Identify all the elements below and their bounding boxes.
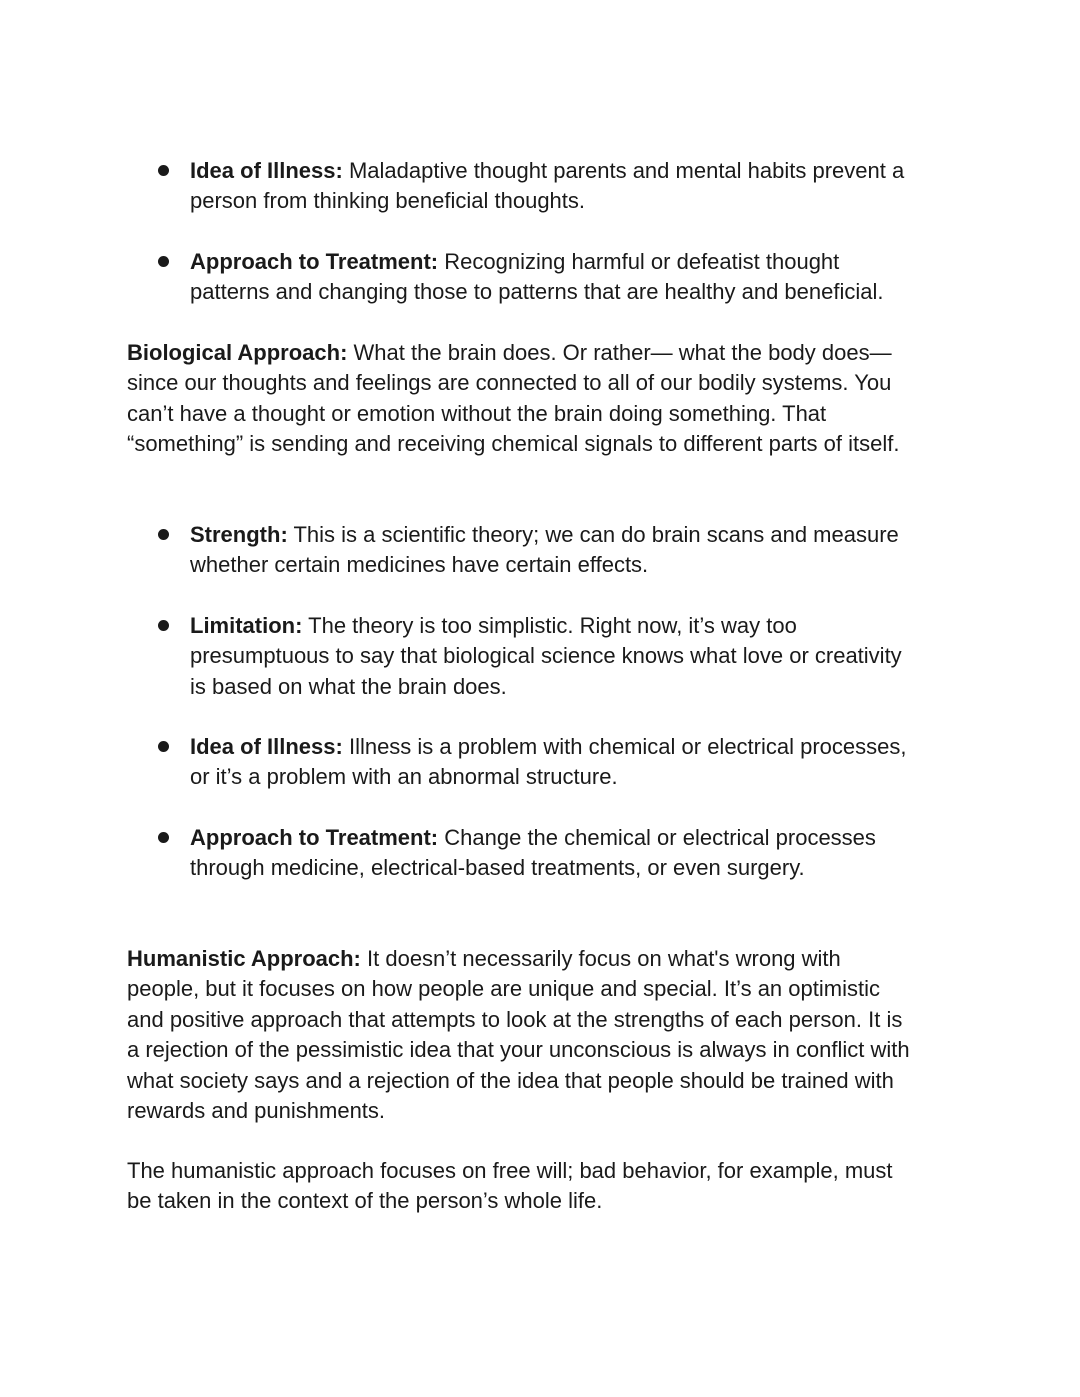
bullet-text: The theory is too simplistic. Right now, it’s way too bbox=[308, 613, 797, 638]
paragraph-text: The humanistic approach focuses on free will; bad behavior, for example, must bbox=[127, 1158, 893, 1183]
paragraph-text: since our thoughts and feelings are connected to all of our bodily systems. You bbox=[127, 370, 892, 396]
bullet-idea-of-illness-cognitive bbox=[190, 156, 960, 217]
bullet-text: person from thinking beneficial thoughts. bbox=[190, 188, 586, 214]
paragraph-text: a rejection of the pessimistic idea that your unconscious is always in conflict with bbox=[127, 1037, 910, 1063]
bullet-line bbox=[190, 611, 960, 641]
bullet-text: is based on what the brain does. bbox=[190, 673, 507, 699]
bullet-label: Strength: bbox=[190, 522, 288, 547]
paragraph-line bbox=[127, 338, 957, 368]
bullet-limitation bbox=[190, 611, 960, 702]
section-heading: Humanistic Approach: bbox=[127, 946, 361, 971]
bullet-dot bbox=[158, 165, 169, 176]
bullet-label: Limitation: bbox=[190, 613, 303, 638]
paragraph-text: What the brain does. Or rather— what the body does— bbox=[353, 340, 892, 365]
bullet-text: Recognizing harmful or defeatist thought bbox=[444, 249, 840, 274]
bullet-text: patterns and changing those to patterns that are healthy and beneficial. bbox=[190, 279, 884, 305]
bullet-line bbox=[190, 247, 960, 277]
paragraph-text: be taken in the context of the person’s whole life. bbox=[127, 1188, 603, 1214]
bullet-text: whether certain medicines have certain effects. bbox=[190, 552, 649, 578]
bullet-line bbox=[190, 520, 960, 550]
paragraph-text: rewards and punishments. bbox=[127, 1098, 386, 1124]
bullet-label: Approach to Treatment: bbox=[190, 825, 439, 850]
humanistic-followup-paragraph bbox=[127, 1156, 957, 1217]
bullet-dot bbox=[158, 741, 169, 752]
bullet-text: Maladaptive thought parents and mental habits prevent a bbox=[348, 158, 905, 183]
bullet-dot bbox=[158, 832, 169, 843]
bullet-strength bbox=[190, 520, 960, 581]
bullet-text: Illness is a problem with chemical or electrical processes, bbox=[348, 734, 907, 759]
bullet-approach-to-treatment-biological bbox=[190, 823, 960, 884]
bullet-idea-of-illness-biological bbox=[190, 732, 960, 793]
paragraph-text: what society says and a rejection of the idea that people should be trained with bbox=[127, 1067, 894, 1093]
bullet-approach-to-treatment-cognitive bbox=[190, 247, 960, 308]
bullet-text: This is a scientific theory; we can do brain scans and measure bbox=[293, 522, 899, 547]
bullet-line bbox=[190, 732, 960, 762]
bullet-text: through medicine, electrical-based treatments, or even surgery. bbox=[190, 855, 805, 881]
paragraph-line bbox=[127, 944, 957, 974]
bullet-label: Idea of Illness: bbox=[190, 734, 343, 759]
bullet-dot bbox=[158, 256, 169, 267]
paragraph-text: “something” is sending and receiving chemical signals to different parts of itself. bbox=[127, 431, 900, 457]
biological-approach-paragraph bbox=[127, 338, 957, 460]
bullet-text: presumptuous to say that biological science knows what love or creativity bbox=[190, 643, 902, 669]
paragraph-text: and positive approach that attempts to look at the strengths of each person. It is bbox=[127, 1006, 903, 1032]
bullet-label: Approach to Treatment: bbox=[190, 249, 439, 274]
bullet-label: Idea of Illness: bbox=[190, 158, 343, 183]
section-heading: Biological Approach: bbox=[127, 340, 348, 365]
bullet-line bbox=[190, 156, 960, 186]
bullet-text: or it’s a problem with an abnormal structure. bbox=[190, 764, 618, 790]
bullet-dot bbox=[158, 620, 169, 631]
humanistic-approach-paragraph bbox=[127, 944, 957, 1126]
bullet-line bbox=[190, 823, 960, 853]
paragraph-text: It doesn’t necessarily focus on what's wrong with bbox=[367, 946, 841, 971]
paragraph-text: can’t have a thought or emotion without the brain doing something. That bbox=[127, 400, 827, 426]
paragraph-text: people, but it focuses on how people are unique and special. It’s an optimistic bbox=[127, 976, 880, 1002]
bullet-text: Change the chemical or electrical processes bbox=[444, 825, 876, 850]
bullet-dot bbox=[158, 529, 169, 540]
